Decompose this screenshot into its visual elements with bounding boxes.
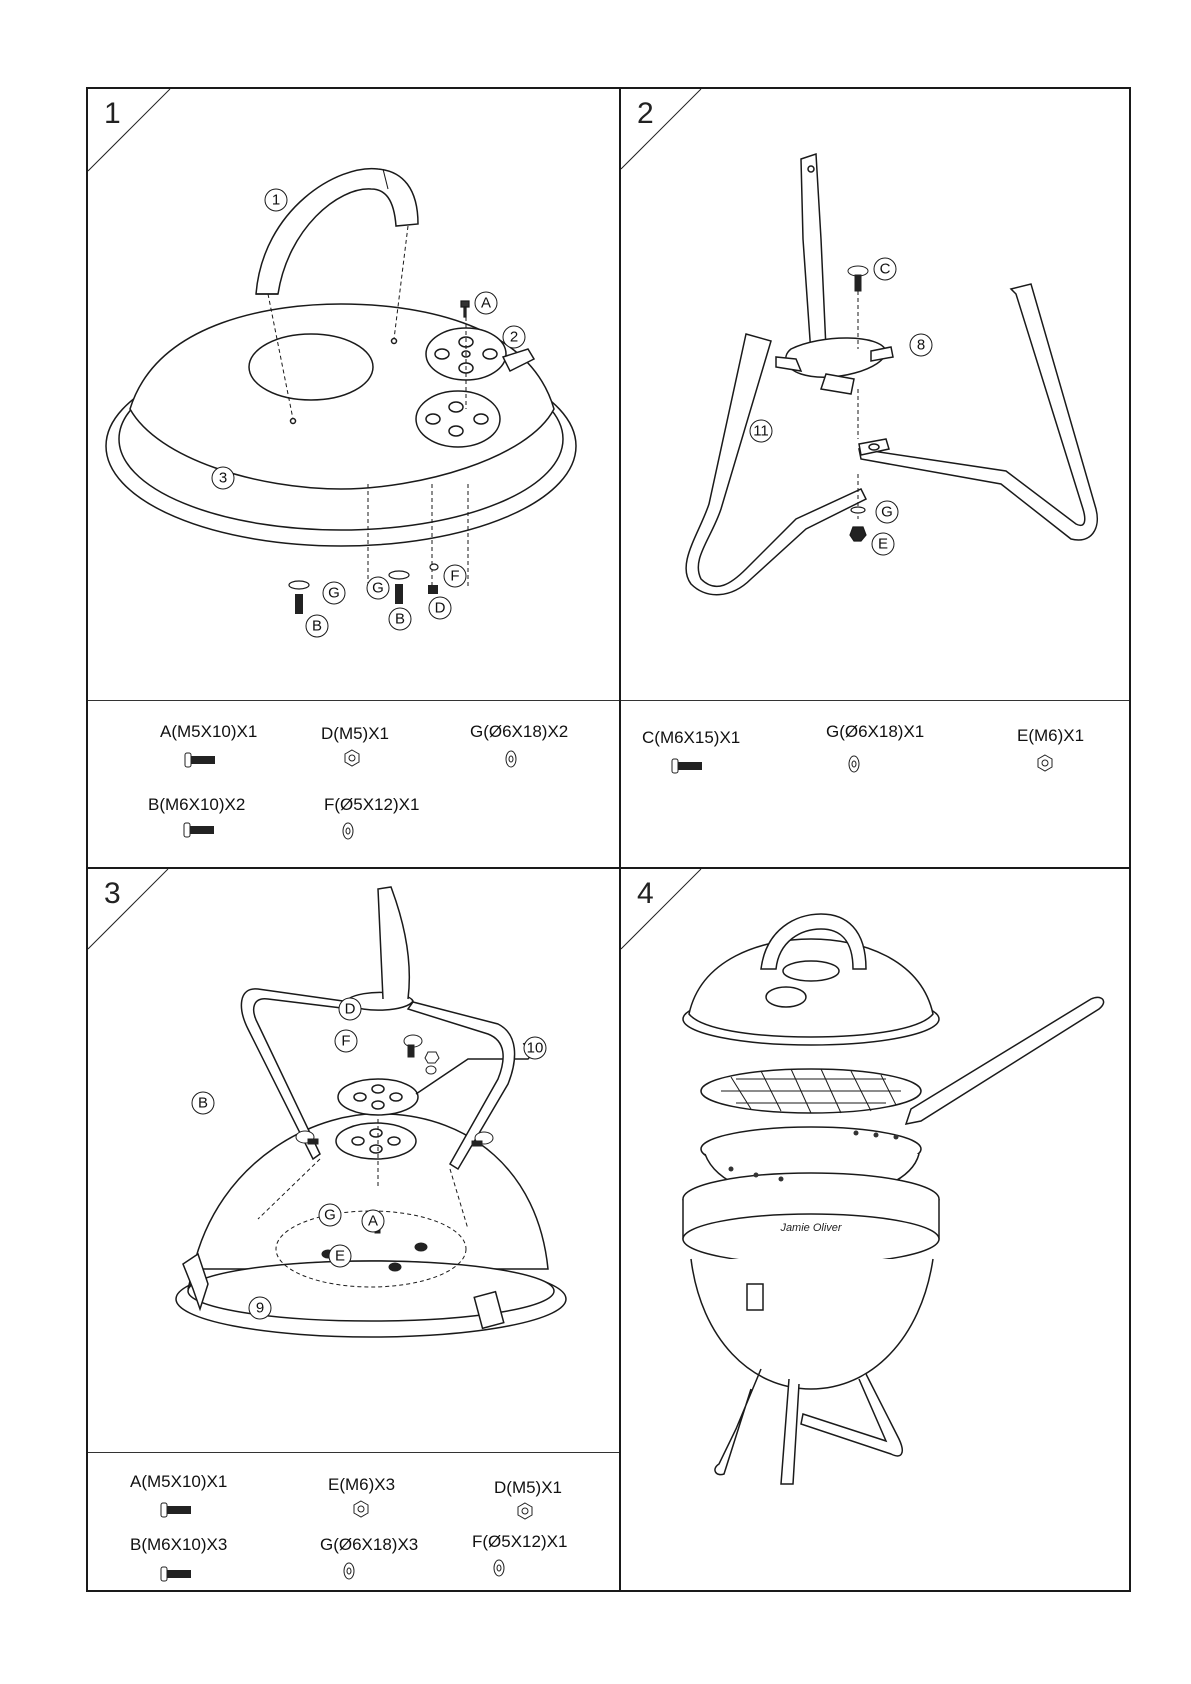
callout-G-left: G	[328, 584, 340, 602]
part-label-G: G(Ø6X18)X2	[470, 722, 569, 741]
callout-1: 1	[271, 191, 281, 209]
part-label-D: D(M5)X1	[494, 1478, 563, 1497]
bolt-icon	[160, 1501, 194, 1519]
callout-8: 8	[916, 336, 926, 354]
nut-icon	[352, 1500, 370, 1518]
callout-E: E	[334, 1247, 346, 1265]
bolt-icon	[671, 757, 705, 775]
step-number-1: 1	[104, 97, 121, 130]
callout-D: D	[434, 599, 446, 617]
part-label-A: A(M5X10)X1	[160, 722, 258, 741]
part-label-F: F(Ø5X12)X1	[324, 795, 420, 814]
part-label-B: B(M6X10)X2	[148, 795, 246, 814]
washer-icon	[341, 821, 355, 841]
lid-handle	[256, 169, 418, 294]
callout-A: A	[480, 294, 492, 312]
callout-10: 10	[526, 1039, 544, 1057]
part-label-E: E(M6)X1	[1017, 726, 1085, 745]
bolt-icon	[160, 1565, 194, 1583]
bolt-icon	[184, 751, 218, 769]
brand-mark: Jamie Oliver	[780, 1222, 842, 1234]
part-label-F: F(Ø5X12)X1	[472, 1532, 568, 1551]
callout-3: 3	[218, 469, 228, 487]
callout-A: A	[367, 1212, 379, 1230]
nut-icon	[1036, 754, 1054, 772]
stand-leg-right	[859, 284, 1097, 540]
step4-assembled-grill-diagram	[621, 869, 1129, 1589]
step2-parts-divider	[621, 700, 1129, 701]
lid-handle-window	[249, 334, 373, 400]
step2-stand-diagram	[621, 89, 1129, 699]
callout-B-left: B	[311, 617, 323, 635]
callout-9: 9	[255, 1299, 265, 1317]
assembled-leg-left	[715, 1369, 761, 1475]
stand-leg-top	[378, 887, 409, 999]
callout-D: D	[344, 1000, 356, 1018]
washer-icon	[342, 1561, 356, 1581]
step3-bowl-stand-diagram	[88, 869, 618, 1449]
step-number-2: 2	[637, 97, 654, 130]
assembled-leg-back	[781, 1379, 799, 1484]
washer-icon	[504, 749, 518, 769]
callout-2: 2	[509, 328, 519, 346]
step-number-3: 3	[104, 877, 121, 910]
callout-E: E	[877, 535, 889, 553]
part-label-G: G(Ø6X18)X3	[320, 1535, 419, 1554]
nut-icon	[516, 1502, 534, 1520]
bolt-icon	[183, 821, 217, 839]
assembly-sheet	[86, 87, 1131, 1592]
callout-B-right: B	[394, 610, 406, 628]
step3-parts-divider	[88, 1452, 619, 1453]
assembled-bowl	[691, 1259, 933, 1389]
step1-parts-divider	[88, 700, 619, 701]
nut-icon	[343, 749, 361, 767]
callout-C: C	[879, 260, 891, 278]
step1-lid-handle-diagram	[88, 89, 618, 699]
callout-G: G	[881, 503, 893, 521]
part-label-G: G(Ø6X18)X1	[826, 722, 925, 741]
callout-B: B	[197, 1094, 209, 1112]
washer-icon	[492, 1558, 506, 1578]
part-label-A: A(M5X10)X1	[130, 1472, 228, 1491]
part-label-B: B(M6X10)X3	[130, 1535, 228, 1554]
callout-G-right: G	[372, 579, 384, 597]
assembled-lid-dome	[689, 939, 933, 1037]
part-label-E: E(M6)X3	[328, 1475, 396, 1494]
callout-F: F	[450, 567, 460, 585]
callout-11: 11	[753, 422, 769, 440]
callout-G: G	[324, 1206, 336, 1224]
part-label-D: D(M5)X1	[321, 724, 390, 743]
stand-leg-back	[801, 154, 826, 354]
washer-icon	[847, 754, 861, 774]
part-label-C: C(M6X15)X1	[642, 728, 741, 747]
callout-F: F	[341, 1032, 351, 1050]
step-number-4: 4	[637, 877, 654, 910]
